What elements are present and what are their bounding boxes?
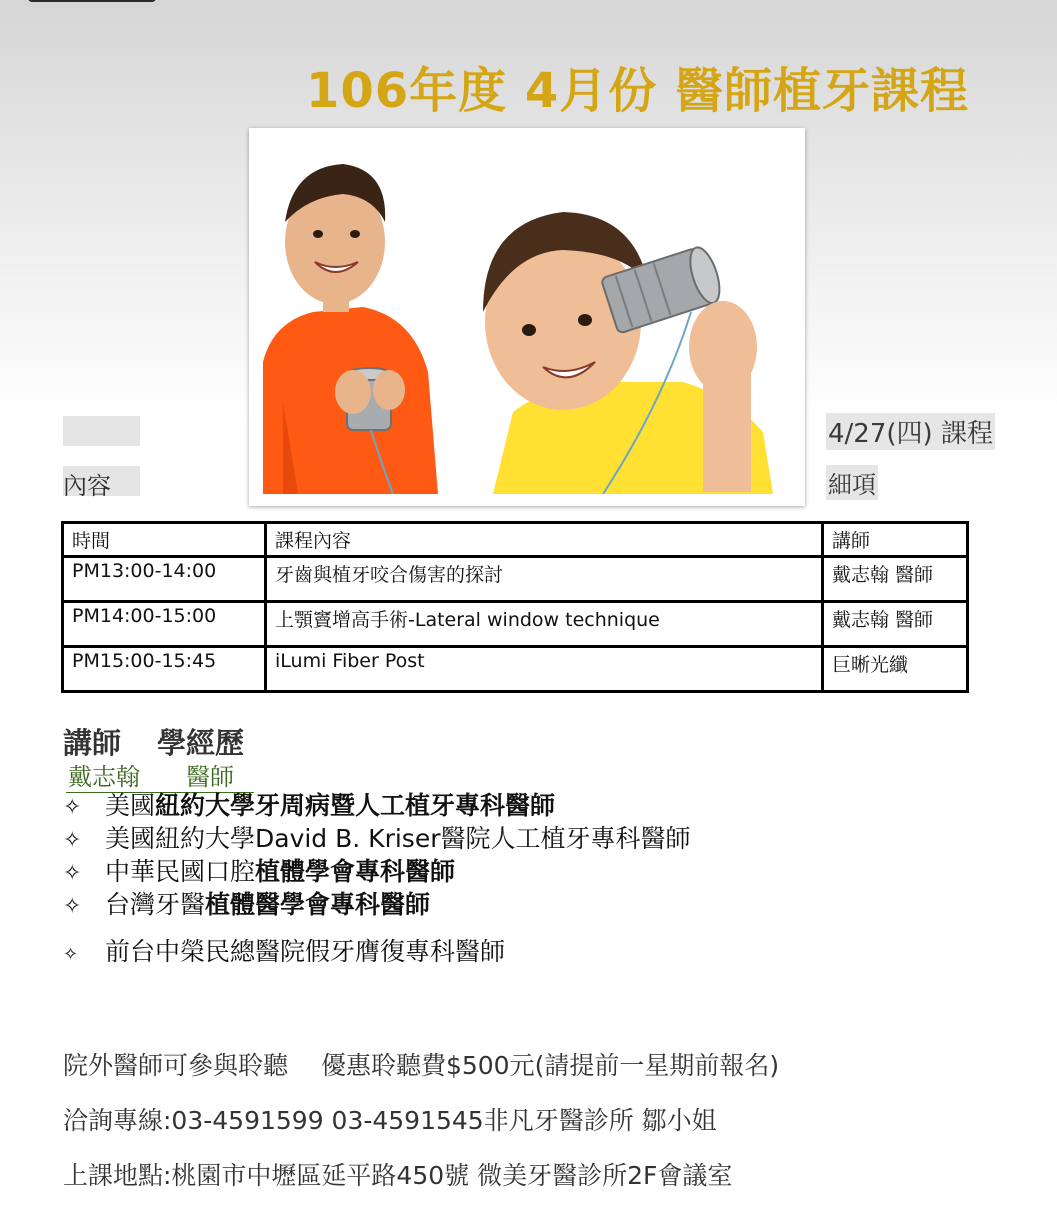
list-item: ✧ 前台中榮民總醫院假牙膺復專科醫師 (63, 935, 690, 968)
bio-heading (63, 721, 244, 762)
row-topic: 牙齒與植牙咬合傷害的探討 (266, 557, 823, 602)
tin-can-phone-illustration (263, 142, 791, 494)
content-label: 內容 (63, 472, 111, 500)
row-speaker: 戴志翰 醫師 (823, 557, 968, 602)
details-label: 細項 (826, 465, 878, 500)
table-header-row (63, 523, 968, 557)
list-item: ✧ 美國紐約大學David B. Kriser醫院人工植牙專科醫師 (63, 822, 690, 855)
content-label-box (63, 466, 140, 500)
sparkle-icon: ✧ (63, 828, 82, 853)
row-speaker: 巨晰光纖 (823, 647, 968, 692)
page-title: 106年度 4月份 醫師植牙課程 (305, 63, 969, 119)
header-content: 課程內容 (266, 523, 823, 557)
top-decoration (28, 0, 156, 2)
redacted-label-box (63, 416, 140, 446)
header-time: 時間 (63, 523, 266, 557)
list-item: ✧ 美國紐約大學牙周病暨人工植牙專科醫師 (63, 789, 690, 822)
header-speaker: 講師 (823, 523, 968, 557)
location-line: 上課地點:桃園市中壢區延平路450號 微美牙醫診所2F會議室 (63, 1161, 733, 1190)
row-topic: iLumi Fiber Post (266, 647, 823, 692)
table-row (63, 602, 968, 647)
fee-note: 院外醫師可參與聆聽 優惠聆聽費$500元(請提前一星期前報名) (63, 1051, 780, 1080)
row-time: PM15:00-15:45 (63, 647, 266, 692)
speaker-title-text: 醫師 (186, 763, 234, 791)
sparkle-icon: ✧ (63, 861, 82, 886)
sparkle-icon: ✧ (63, 795, 82, 820)
bio-heading-experience: 學經歷 (157, 726, 245, 760)
table-row (63, 557, 968, 602)
sparkle-icon: ✧ (63, 944, 79, 965)
children-photo (249, 128, 805, 506)
row-speaker: 戴志翰 醫師 (823, 602, 968, 647)
contact-line: 洽詢專線:03-4591599 03-4591545非凡牙醫診所 鄒小姐 (63, 1106, 717, 1135)
course-date-label: 4/27(四) 課程 (826, 413, 995, 450)
credentials-list (63, 789, 690, 968)
list-item: ✧ 台灣牙醫植體醫學會專科醫師 (63, 888, 690, 921)
row-topic: 上顎竇增高手術-Lateral window technique (266, 602, 823, 647)
row-time: PM13:00-14:00 (63, 557, 266, 602)
row-time: PM14:00-15:00 (63, 602, 266, 647)
table-row (63, 647, 968, 692)
schedule-table (61, 521, 969, 693)
list-item: ✧ 中華民國口腔植體學會專科醫師 (63, 855, 690, 888)
speaker-name-text: 戴志翰 (68, 763, 140, 791)
speaker-name (66, 757, 254, 793)
bio-heading-speaker: 講師 (63, 726, 122, 760)
sparkle-icon: ✧ (63, 894, 82, 919)
